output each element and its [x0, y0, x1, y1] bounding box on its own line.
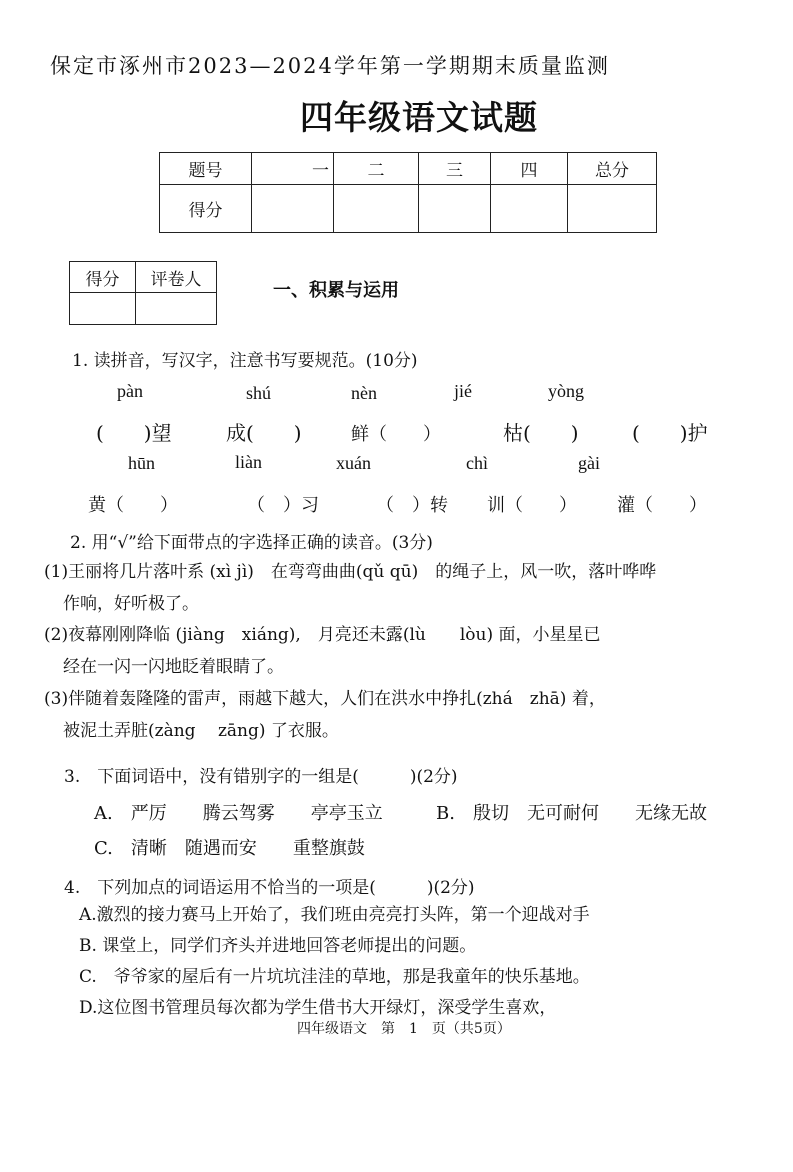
q3-prompt: 3. 下面词语中，没有错别字的一组是( )(2分)	[64, 767, 458, 787]
char-blank[interactable]: 成( )	[226, 421, 302, 445]
char-blank[interactable]: 枯( )	[503, 421, 579, 445]
char-blank[interactable]: 鲜（ ）	[351, 424, 441, 445]
q4-option-a[interactable]: A.激烈的接力赛马上开始了，我们班由亮亮打头阵，第一个迎战对手	[79, 905, 590, 925]
score-header-cell: 总分	[568, 153, 657, 185]
score-header-cell: 三	[419, 153, 491, 185]
pinyin: jié	[454, 381, 472, 401]
char-blank[interactable]: 黄（ ）	[88, 495, 178, 516]
char-blank[interactable]: ( )护	[632, 421, 708, 445]
char-blank[interactable]: 灌（ ）	[617, 495, 707, 516]
score-header-cell: 二	[334, 153, 419, 185]
char-blank[interactable]: ( )望	[96, 421, 172, 445]
pinyin: xuán	[336, 453, 371, 473]
pinyin: hūn	[128, 453, 155, 473]
q2-sentence-3-cont: 被泥土弄脏(zàng zāng) 了衣服。	[63, 721, 339, 741]
score-table	[159, 152, 657, 233]
q2-sentence-2: (2)夜幕刚刚降临 (jiàng xiáng), 月亮还未露(lù lòu) 面，小星星已	[44, 625, 601, 645]
grader-table	[69, 261, 217, 325]
score-blank-cell[interactable]	[419, 185, 491, 233]
q2-sentence-3: (3)伴随着轰隆隆的雷声，雨越下越大，人们在洪水中挣扎(zhá zhā) 着，	[44, 689, 606, 709]
char-blank[interactable]: （ ）习	[247, 495, 319, 516]
grader-header-score: 得分	[70, 262, 136, 293]
score-header-cell: 四	[491, 153, 568, 185]
grader-blank-cell[interactable]	[136, 293, 217, 325]
char-blank[interactable]: 训（ ）	[487, 495, 577, 516]
score-blank-cell[interactable]	[334, 185, 419, 233]
q3-option-b[interactable]: B. 殷切 无可耐何 无缘无故	[436, 803, 707, 824]
q2-sentence-2-cont: 经在一闪一闪地眨着眼睛了。	[63, 657, 284, 677]
q4-option-b[interactable]: B. 课堂上，同学们齐头并进地回答老师提出的问题。	[79, 936, 477, 956]
school-header-line: 保定市涿州市2023—2024学年第一学期期末质量监测	[50, 54, 610, 78]
q1-prompt: 1. 读拼音，写汉字，注意书写要规范。(10分)	[72, 351, 418, 371]
score-header-cell: 一	[252, 153, 334, 185]
pinyin: chì	[466, 453, 488, 473]
score-blank-cell[interactable]	[252, 185, 334, 233]
char-blank[interactable]: （ ）转	[376, 495, 448, 516]
score-blank-cell[interactable]	[568, 185, 657, 233]
pinyin: nèn	[351, 383, 377, 403]
score-blank-cell[interactable]	[491, 185, 568, 233]
q3-option-c[interactable]: C. 清晰 随遇而安 重整旗鼓	[94, 838, 365, 859]
section-title: 一、积累与运用	[273, 280, 399, 301]
q4-option-c[interactable]: C. 爷爷家的屋后有一片坑坑洼洼的草地，那是我童年的快乐基地。	[79, 967, 590, 987]
exam-title: 四年级语文试题	[300, 98, 538, 137]
q2-prompt: 2. 用“√”给下面带点的字选择正确的读音。(3分)	[70, 533, 433, 553]
grader-header-grader: 评卷人	[136, 262, 217, 293]
q2-sentence-1: (1)王丽将几片落叶系 (xì jì) 在弯弯曲曲(qǔ qū) 的绳子上，风一吹，落叶哗哗	[44, 562, 657, 582]
pinyin: pàn	[117, 381, 143, 401]
score-header-cell: 题号	[160, 153, 252, 185]
q4-prompt: 4. 下列加点的词语运用不恰当的一项是( )(2分)	[64, 878, 475, 898]
pinyin: shú	[246, 383, 272, 403]
q3-option-a[interactable]: A. 严厉 腾云驾雾 亭亭玉立	[94, 803, 383, 824]
grader-blank-cell[interactable]	[70, 293, 136, 325]
pinyin: gài	[578, 453, 600, 473]
q2-sentence-1-cont: 作响，好听极了。	[63, 594, 199, 614]
q4-option-d[interactable]: D.这位图书管理员每次都为学生借书大开绿灯，深受学生喜欢，	[79, 998, 557, 1018]
pinyin: liàn	[235, 452, 262, 472]
score-row-label: 得分	[160, 185, 252, 233]
page-footer: 四年级语文 第 1 页（共5页）	[297, 1021, 511, 1037]
pinyin: yòng	[548, 381, 584, 401]
